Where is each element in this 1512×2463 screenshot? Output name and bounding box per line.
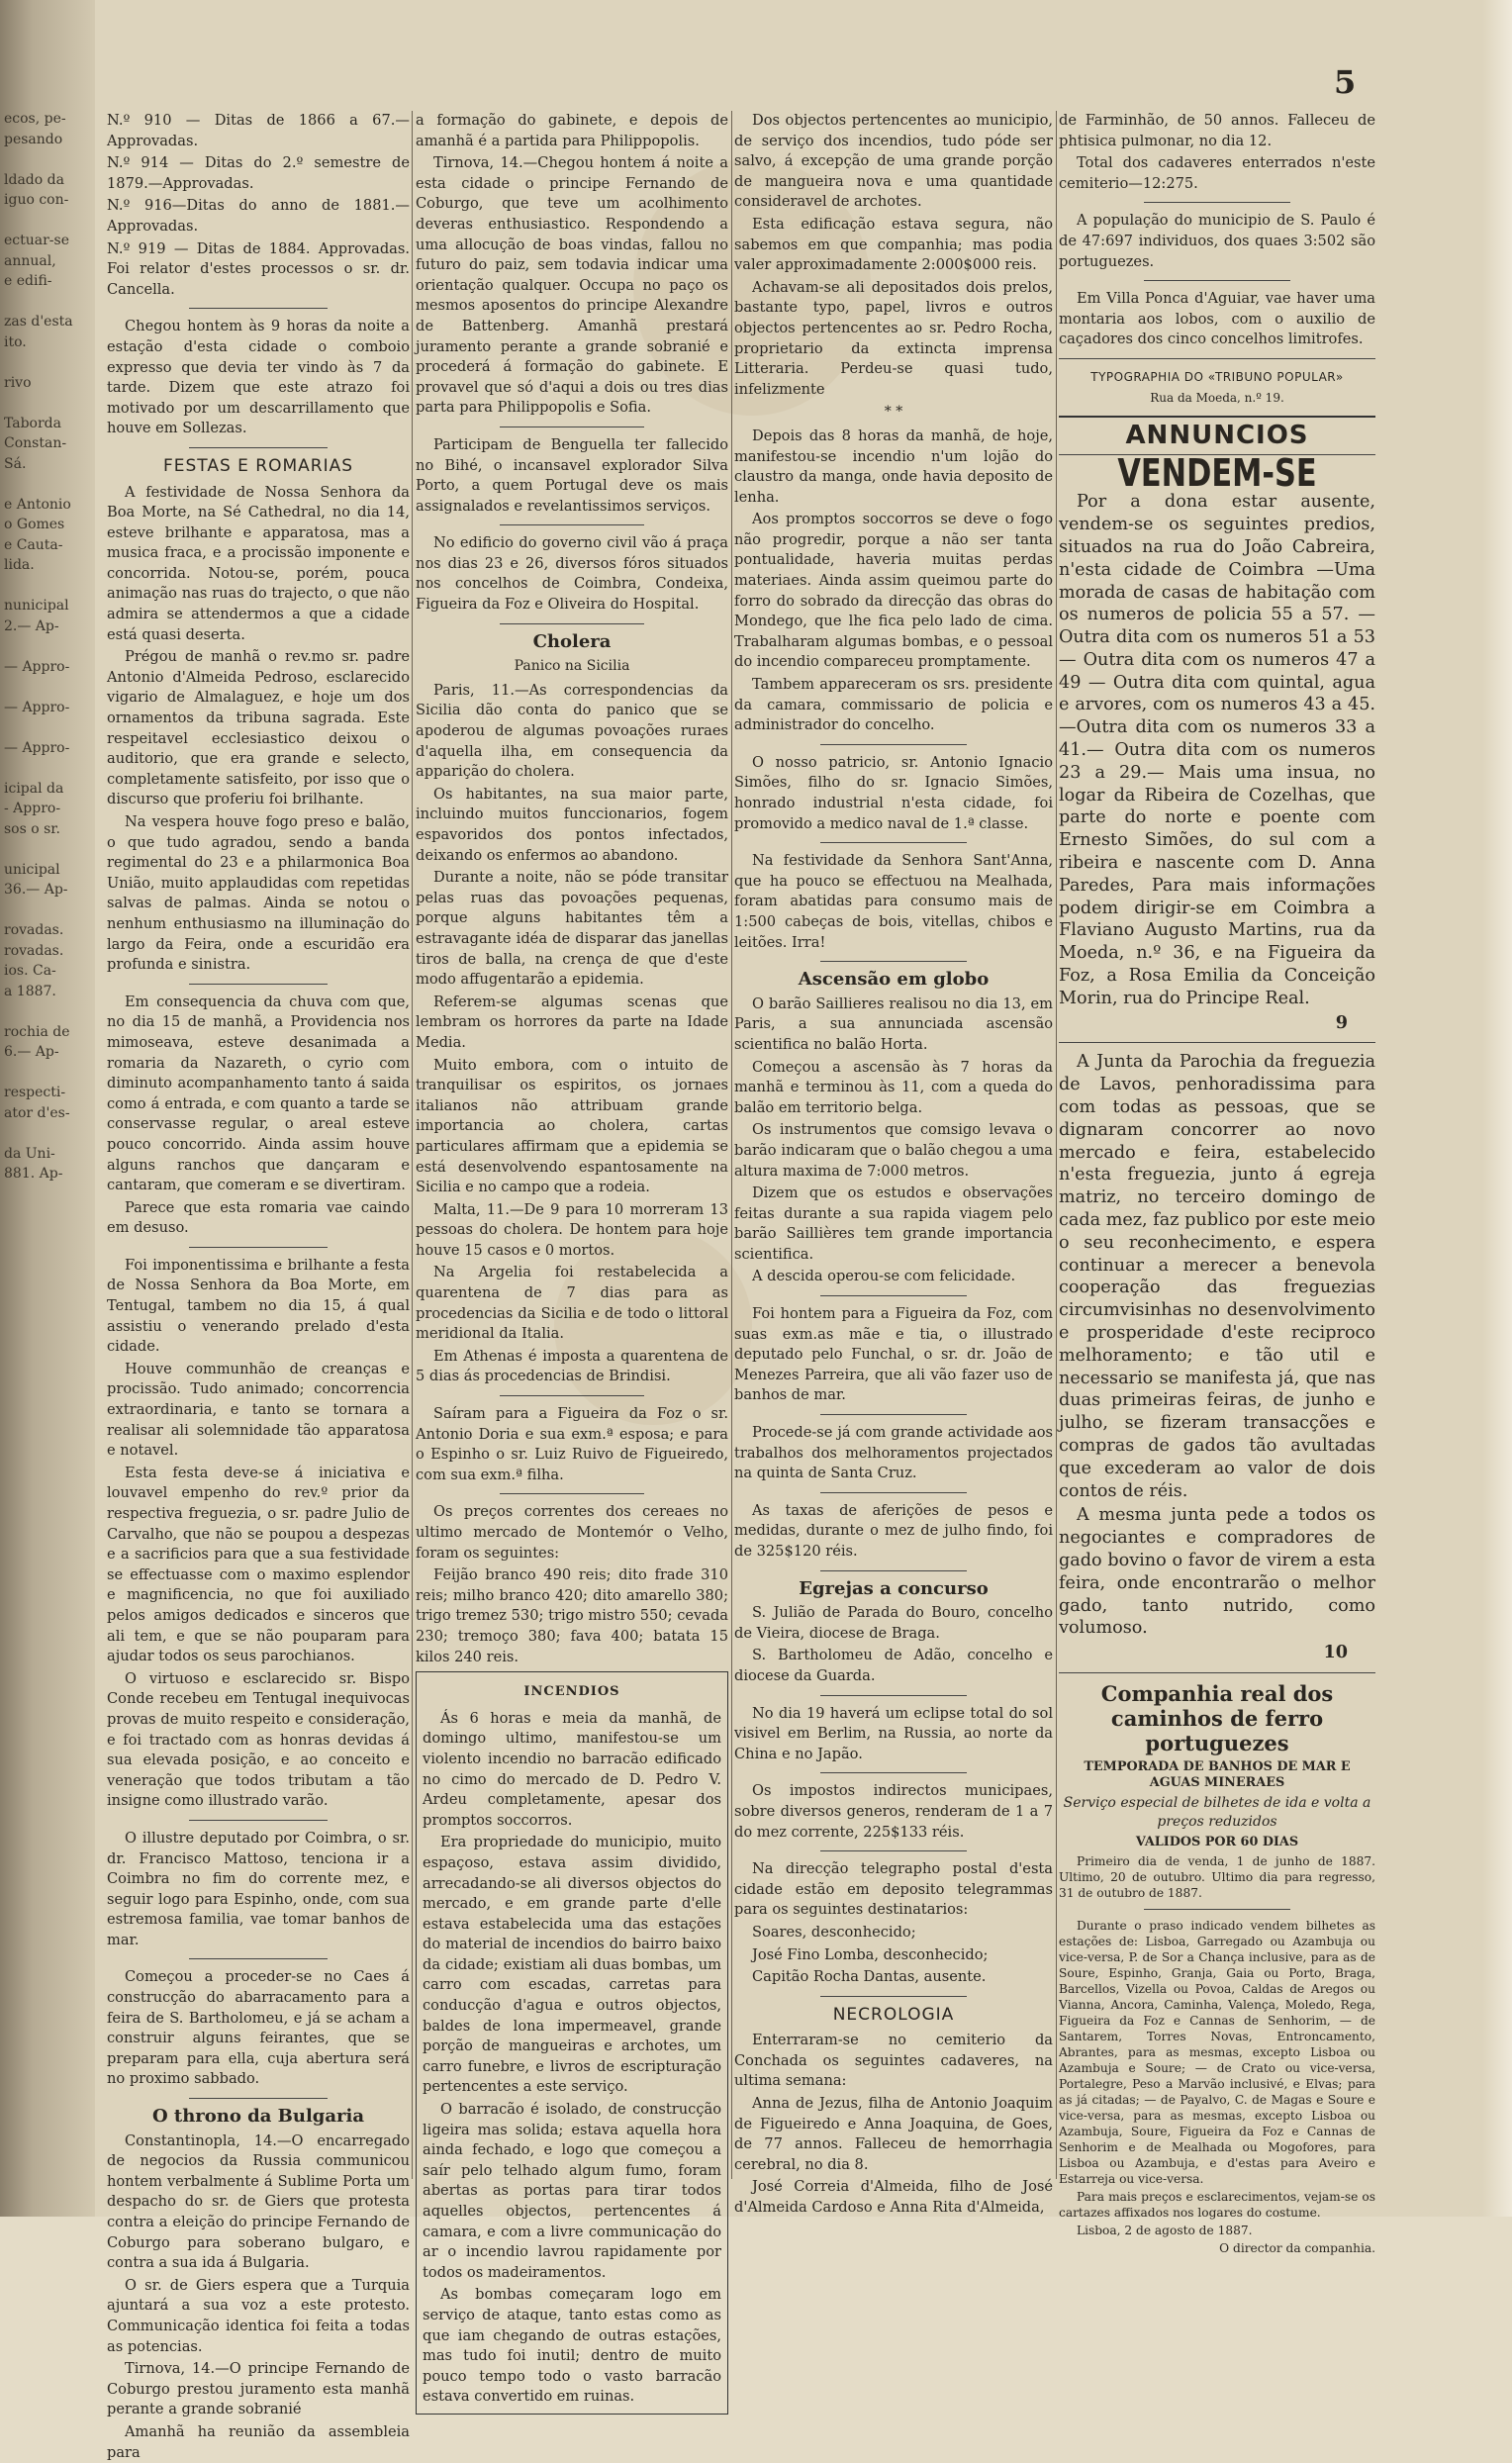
article-paragraph: Em consequencia da chuva com que, no dia 15 de manhã, a Providencia nos mimoseava, esteve desanimada a romaria da Nazareth, o cyrio com diminuto acompanhamento tanto á saida como á entrada, e com quanto a tarde se conservasse regular, o areal esteve pouco concorrido. Ainda assim houve alguns ranchos que dançaram e cantaram, que comeram e se divertiram. [107,993,410,1194]
divider [1144,202,1289,203]
section-heading: NECROLOGIA [832,2004,955,2025]
divider [1059,358,1375,359]
company-dates: Primeiro dia de venda, 1 de junho de 1887. Ultimo, 20 de outubro. Ultimo dia para regresso, 31 de outubro de 1887. [1059,1853,1375,1900]
article-paragraph: Foi hontem para a Figueira da Foz, com suas exm.as mãe e tia, o illustrado deputado pelo Funchal, o sr. dr. João de Menezes Parreira, que ali vão fazer uso de banhos de mar. [734,1305,1053,1404]
annuncios-heading: ANNUNCIOS [1125,421,1309,451]
article-paragraph: A descida operou-se com felicidade. [752,1268,1016,1285]
article-paragraph: S. Julião de Parada do Bouro, concelho de Vieira, diocese de Braga. [734,1604,1053,1642]
advert-text: Por a dona estar ausente, vendem-se os seguintes predios, situados na rua do João Cabreira, n'esta cidade de Coimbra —Uma morada de casas de habitação com os numeros de policia 55 a 57. — Outra dita com os numeros 51 a 53 — Outra dita com os numeros 47 a 49 — Outra dita com quintal, agua e arvores, com os numeros 43 a 45.—Outra dita com os numeros 33 a 41.— Outra dita com os numeros 23 a 29.— Mais uma insua, no logar da Ribeira de Cozelhas, que parte do norte e poente com Ernesto Simões, do sul com a ribeira e nascente com D. Anna Paredes, Para mais informações podem dirigir-se em Coimbra a Flaviano Augusto Martins, rua da Moeda, n.º 36, e na Figueira da Foz, a Rosa Emilia da Conceição Morin, rua do Principe Real. [1059,492,1375,1008]
article-paragraph: Começou a ascensão às 7 horas da manhã e terminou às 11, com a queda do balão em territorio belga. [734,1058,1053,1116]
article-paragraph: Esta festa deve-se á iniciativa e louvavel empenho do rev.º prior da respectiva freguezia, o sr. padre Julio de Carvalho, que não se poupou a despezas e a sacrificios para que a sua festividade se effectuasse com o maximo esplendor e magnificencia, no que foi auxiliado pelos amigos dedicados e sinceros que ali tem, e que se não pouparam para ajudar todos os seus parochianos. [107,1464,410,1665]
article-paragraph: O barão Saillieres realisou no dia 13, em Paris, a sua annunciada ascensão scientifica no balão Horta. [734,995,1053,1053]
article-paragraph: No dia 19 haverá um eclipse total do sol visivel em Berlim, na Russia, ao norte da China e no Japão. [734,1704,1053,1762]
divider [1059,416,1375,418]
company-text: Durante o praso indicado vendem bilhetes as estações de: Lisboa, Garregado ou Azambuja ou vice-versa, P. de Sor a Chança inclusive, para as de Soure, Espinho, Granja, Gaia ou Porto, Braga, Barcellos, Vizella ou Povoa, Caldas de Aregos ou Vianna, Ancora, Caminha, Valença, Moledo, Rega, Figueira da Foz e Cannas de Senhorim, — de Santarem, Torres Novas, Entroncamento, Abrantes, para as mesmas, excepto Lisboa ou Azambuja e Soure; — de Crato ou vice-versa, Portalegre, Peso a Marvão inclusivé, e Elvas; para as já citadas; — de Payalvo, C. de Magas e Soure e vice-versa, para as mesmas, excepto Lisboa ou Azambuja, Soure, Figueira da Foz e Cannas de Senhorim e de Mealhada ou Mogofores, para Lisboa ou Azambuja, e d'estas para Aveiro e Estarreja ou vice-versa. [1059,1918,1375,2186]
article-paragraph: Tambem appareceram os srs. presidente da camara, commissario de policia e administrador do concelho. [734,676,1053,734]
article-paragraph: Os preços correntes dos cereaes no ultimo mercado de Montemór o Velho, foram os seguintes: [416,1503,728,1562]
divider [500,524,643,525]
divider [189,447,329,448]
article-paragraph: Aos promptos soccorros se deve o fogo não progredir, porque a não ser tanta pontualidade, haveria muitas perdas materiaes. Ainda assim queimou parte do forro do sobrado da direcção das obras do Mondego, que lhe fica pelo lado de cima. Trabalharam algumas bombas, e o pessoal do incendio compareceu promptamente. [734,511,1053,671]
article-paragraph: Os impostos indirectos municipaes, sobre diversos generos, renderam de 1 a 7 do mez corrente, 225$133 réis. [734,1782,1053,1841]
divider [820,1492,967,1493]
article-paragraph: Foi imponentissima e brilhante a festa de Nossa Senhora da Boa Morte, em Tentugal, tambem no dia 15, á qual assistiu o venerando prelado d'esta cidade. [107,1256,410,1356]
list-item: N.º 916—Ditas do anno de 1881.— Approvadas. [107,197,410,235]
advert-number: 10 [1323,1642,1348,1663]
article-paragraph: O virtuoso e esclarecido sr. Bispo Conde recebeu em Tentugal inequivocas provas de muito respeito e consideração, e foi tractado com as honras devidas á sua elevada posição, e ao conceito e veneração que todos tributam a tão insigne como illustrado varão. [107,1669,410,1810]
divider [820,1570,967,1571]
article-paragraph: Amanhã ha reunião da assembleia para [107,2422,410,2461]
company-subheading: TEMPORADA DE BANHOS DE MAR E AGUAS MINERAES [1084,1758,1351,1790]
article-paragraph: Em Villa Ponca d'Aguiar, vae haver uma montaria aos lobos, com o auxilio de caçadores dos cinco concelhos limitrofes. [1059,290,1375,348]
list-item: N.º 919 — Ditas de 1884. Approvadas. Foi relator d'estes processos o sr. dr. Cancella. [107,239,410,298]
section-heading: INCENDIOS [523,1684,620,1700]
article-paragraph: A festividade de Nossa Senhora da Boa Morte, na Sé Cathedral, no dia 14, esteve brilhante e apparatosa, mas a musica fraca, e a procissão imponente e concorrida. Notou-se, porém, pouca animação nas ruas do trajecto, o que não admira se attendermos a que a cidade está quasi deserta. [107,483,410,643]
company-validity: VALIDOS POR 60 DIAS [1135,1834,1299,1849]
section-heading: Egrejas a concurso [799,1577,989,1599]
column-3 [734,111,1053,2217]
divider [189,2098,329,2099]
advert-number: 9 [1335,1011,1348,1033]
article-paragraph: Depois das 8 horas da manhã, de hoje, manifestou-se incendio n'um lojão do claustro da manga, onde havia deposito de lenha. [734,426,1053,506]
article-paragraph: Malta, 11.—De 9 para 10 morreram 13 pessoas do cholera. De hontem para hoje houve 15 casos e 0 mortos. [416,1200,728,1259]
article-paragraph: No edificio do governo civil vão á praça nos dias 23 e 26, diversos fóros situados nos concelhos de Coimbra, Condeixa, Figueira da Foz e Oliveira do Hospital. [416,534,728,614]
article-paragraph: Procede-se já com grande actividade aos trabalhos dos melhoramentos projectados na quinta de Santa Cruz. [734,1424,1053,1482]
divider [1144,1909,1289,1910]
article-paragraph: Na Argelia foi restabelecida a quarentena de 7 dias para as procedencias da Sicilia e de todo o littoral meridional da Italia. [416,1264,728,1343]
divider [820,1850,967,1851]
article-paragraph: Na vespera houve fogo preso e balão, o que tudo agradou, sendo a banda regimental do 23 e a philarmonica Boa União, muito applaudidas com repetidas salvas de palmas. Ainda se notou o nenhum enthusiasmo na illuminação do largo da Feira, onde a escuridão era profunda e sinistra. [107,813,410,974]
article-paragraph: Participam de Benguella ter fallecido no Bihé, o incansavel explorador Silva Porto, a quem Portugal deve os mais assignalados e revelantissimos serviços. [416,435,728,515]
divider [820,1772,967,1773]
divider [820,1414,967,1415]
list-item: Soares, desconhecido; [752,1923,916,1941]
divider [500,1493,643,1494]
vendem-se-heading: VENDEM-SE [1117,450,1317,495]
divider [820,1996,967,1997]
section-heading: Cholera [532,630,612,652]
article-paragraph: Tirnova, 14.—Chegou hontem á noite a esta cidade o principe Fernando de Coburgo, que teve um acolhimento deveras enthusiastico. Respondendo a uma allocução de boas vindas, fallou no futuro do paiz, sem todavia indicar uma orientação qualquer. Occupa no paço os mesmos aposentos do principe Alexandre de Battenberg. Amanhã prestará juramento perante a grande sobranié e procederá á formação do gabinete. E provavel que só d'aqui a dois ou tres dias parta para Philippopolis e Sofia. [416,154,728,417]
article-paragraph: Saíram para a Figueira da Foz o sr. Antonio Doria e sua exm.ª esposa; e para o Espinho o sr. Luiz Ruivo de Figueiredo, com sua exm.ª filha. [416,1405,728,1483]
page-number: 5 [1334,63,1357,101]
article-paragraph: Na festividade da Senhora Sant'Anna, que ha pouco se effectuou na Mealhada, foram abatidas para consumo mais de 1:500 cabeças de bois, vitellas, chibos e leitões. Irra! [734,852,1053,951]
section-subheading: Panico na Sicilia [514,658,630,675]
article-paragraph: Durante a noite, não se póde transitar pelas ruas das povoações pequenas, porque alguns habitantes têm a estravagante idéa de disparar das janellas tiros de balla, na crença de que d'este modo affugentarão a epidemia. [416,869,728,989]
article-paragraph: Constantinopla, 14.—O encarregado de negocios da Russia communicou hontem verbalmente á Sublime Porta um despacho do sr. de Giers que protesta contra a eleição do principe Fernando de Coburgo para soberano bulgaro, e contra a sua ida á Bulgaria. [107,2131,410,2272]
article-paragraph: José Correia d'Almeida, filho de José d'Almeida Cardoso e Anna Rita d'Almeida, [734,2178,1053,2217]
divider [820,1695,967,1696]
article-paragraph: Os instrumentos que comsigo levava o barão indicaram que o balão chegou a uma altura maxima de 7:000 metros. [734,1121,1053,1180]
previous-page-spine [0,0,95,2217]
column-rule [731,111,732,2179]
divider [189,1958,329,1959]
divider [1059,1042,1375,1043]
page-edge [1482,0,1512,2217]
article-paragraph: Muito embora, com o intuito de tranquilisar os espiritos, os jornaes italianos não attribuam grande importancia ao cholera, cartas particulares affirmam que a epidemia se está desenvolvendo espantosamente na Sicilia e no campo que a rodeia. [416,1056,728,1196]
column-4 [1059,111,1375,2255]
article-paragraph: Referem-se algumas scenas que lembram os horrores da parte na Idade Media. [416,993,728,1051]
article-paragraph: Ás 6 horas e meia da manhã, de domingo ultimo, manifestou-se um violento incendio no barracão edificado no cimo do mercado de D. Pedro V. Ardeu completamente, apesar dos promptos soccorros. [423,1709,721,1829]
divider [500,1395,643,1396]
article-paragraph: Total dos cadaveres enterrados n'este cemiterio—12:275. [1059,154,1375,192]
article-paragraph: Esta edificação estava segura, não sabemos em que companhia; mas podia valer approximadamente 2:000$000 reis. [734,215,1053,274]
list-item: N.º 914 — Ditas do 2.º semestre de 1879.—Approvadas. [107,154,410,192]
article-paragraph: O illustre deputado por Coimbra, o sr. dr. Francisco Mattoso, tenciona ir a Coimbra no fim do corrente mez, e seguir logo para Espinho, onde, com sua estremosa familia, vae tomar banhos de mar. [107,1829,410,1948]
column-2 [416,111,728,2406]
article-paragraph: Em Athenas é imposta a quarentena de 5 dias ás procedencias de Brindisi. [416,1347,728,1385]
article-paragraph: Feijão branco 490 reis; dito frade 310 reis; milho branco 420; dito amarello 380; trigo tremez 530; trigo mistro 550; cevada 230; tremoço 380; fava 400; batata 15 kilos 240 reis. [416,1566,728,1665]
spine-text: ecos, pe- pesando ldado da iguo con- ectuar-se annual, e edifi- zas d'esta ito. rivo Taborda Constan- Sá. e Antonio o Gomes e Cauta- lida. nunicipal 2.— Ap- — Appro- — Appro- — Appro- icipal da - Appro- sos o sr. unicipal 36.— Ap- rovadas. rovadas. ios. Ca- a 1887. rochia de 6.— Ap- respecti- ator d'es- da Uni- 881. Ap- [4,111,73,1182]
section-heading: O throno da Bulgaria [151,2106,365,2128]
company-signature: O director da companhia. [1219,2240,1375,2255]
list-item: José Fino Lomba, desconhecido; [752,1945,989,1963]
article-paragraph: Prégou de manhã o rev.mo sr. padre Antonio d'Almeida Pedroso, esclarecido vigario de Almalaguez, e hoje um dos ornamentos da tribuna sagrada. Este respeitavel ecclesiastico deixou o auditorio, que era grande e selecto, completamente satisfeito, por isso que o discurso que proferiu foi brilhante. [107,648,410,808]
section-heading: Ascensão em globo [798,969,990,991]
article-paragraph: Dos objectos pertencentes ao municipio, de serviço dos incendios, tudo póde ser salvo, á excepção de uma grande porção de mangueira nova e uma quantidade consideravel de archotes. [734,112,1053,211]
column-rule [412,111,413,2179]
article-paragraph: Era propriedade do municipio, muito espaçoso, estava assim dividido, arrecadando-se ali diversos objectos do mercado, e em grande parte d'elle estava estabelecida uma das estações do material de incendios do bairro baixo da cidade; existiam ali duas bombas, um carro com escadas, carretas para conducção d'agua e outros objectos, baldes de lona impermeavel, grande porção de mangueiras e archotes, um carro funebre, e livros de escripturação pertencentes a este serviço. [423,1834,721,2096]
incendios-box [416,1671,728,2415]
company-service: Serviço especial de bilhetes de ida e volta a preços reduzidos [1063,1794,1371,1830]
advert-text: A mesma junta pede a todos os negociantes e compradores de gado bovino o favor de virem a esta feira, onde encontrarão o melhor gado, tanto nutrido, como volumoso. [1059,1505,1375,1639]
article-paragraph: Anna de Jezus, filha de Antonio Joaquim de Figueiredo e Anna Joaquina, de Goes, de 77 annos. Falleceu de hemorrhagia cerebral, no dia 8. [734,2095,1053,2173]
article-paragraph: Dizem que os estudos e observações feitas durante a sua rapida viagem pelo barão Saillières tem grande importancia scientifica. [734,1184,1053,1263]
stars-separator: * * [884,404,903,421]
divider [189,984,329,985]
article-paragraph: Houve communhão de creanças e procissão. Tudo animado; concorrencia extraordinaria, e tanto se tornara a realisar ali solemnidade tão apparatosa e notavel. [107,1360,410,1460]
divider [1059,1672,1375,1673]
column-rule [1056,111,1057,2179]
article-paragraph: As bombas começaram logo em serviço de ataque, tanto estas como as que iam chegando de outras estações, mas tudo foi inutil; dentro de muito pouco tempo todo o vasto barracão estava convertido em ruinas. [423,2286,721,2406]
printer-imprint: TYPOGRAPHIA DO «TRIBUNO POPULAR» [1090,369,1344,384]
section-heading: FESTAS E ROMARIAS [162,455,354,476]
article-paragraph: O nosso patricio, sr. Antonio Ignacio Simões, filho do sr. Ignacio Simões, honrado industrial n'esta cidade, foi promovido a medico naval de 1.ª classe. [734,753,1053,832]
article-paragraph: As taxas de aferições de pesos e medidas, durante o mez de julho findo, foi de 325$120 réis. [734,1501,1053,1560]
divider [500,623,643,624]
article-paragraph: Na direcção telegrapho postal d'esta cidade estão em deposito telegrammas para os seguintes destinatarios: [734,1860,1053,1919]
list-item: N.º 910 — Ditas de 1866 a 67.—Approvadas. [107,112,410,149]
divider [189,1820,329,1821]
divider [1144,280,1289,281]
article-paragraph: a formação do gabinete, e depois de amanhã é a partida para Philippopolis. [416,112,728,149]
advert-text: A Junta da Parochia da freguezia de Lavos, penhoradissima para com todas as pessoas, que se dignaram concorrer ao novo mercado e feira, estabelecido n'esta freguezia, junto á egreja matriz, no terceiro domingo de cada mez, faz publico por este meio o seu reconhecimento, e espera continuar a merecer a benevola cooperação das freguezias circumvisinhas no desenvolvimento e prosperidade d'este reciproco melhoramento; e tão util e necessario se manifesta já, que nas duas primeiras feiras, de junho e julho, se fizeram transacções e compras de gados tão avultadas que excederam ao valor de dois contos de réis. [1059,1052,1375,1501]
article-paragraph: Tirnova, 14.—O principe Fernando de Coburgo prestou juramento esta manhã perante a grande sobranié [107,2360,410,2418]
printer-address: Rua da Moeda, n.º 19. [1150,390,1284,405]
article-paragraph: Chegou hontem às 9 horas da noite a estação d'esta cidade o comboio expresso que devia ter vindo às 7 da tarde. Dizem que este atrazo foi motivado por um descarrillamento que houve em Sollezas. [107,318,410,437]
company-info: Para mais preços e esclarecimentos, vejam-se os cartazes affixados nos logares do costume. [1059,2189,1375,2220]
column-1 [107,111,410,2461]
divider [820,744,967,745]
article-paragraph: S. Bartholomeu de Adão, concelho e diocese da Guarda. [734,1647,1053,1684]
article-paragraph: O barracão é isolado, de construcção ligeira mas solida; estava aquella hora ainda fechado, e logo que começou a saír pelo telhado algum fumo, foram abertas as portas para tirar todos aquelles objectos, pertencentes á camara, e com a livre communicação do ar o incendio lavrou rapidamente por todos os madeiramentos. [423,2101,721,2281]
list-item: Capitão Rocha Dantas, ausente. [752,1968,987,1986]
article-paragraph: Paris, 11.—As correspondencias da Sicilia dão conta do panico que se apoderou de algumas povoações ruraes d'aquella ilha, em consequencia da apparição do cholera. [416,681,728,781]
divider [189,1247,329,1248]
divider [189,308,329,309]
article-paragraph: A população do municipio de S. Paulo é de 47:697 individuos, dos quaes 3:502 são portuguezes. [1059,212,1375,270]
divider [820,1295,967,1296]
divider [820,842,967,843]
divider [500,426,643,427]
company-date: Lisboa, 2 de agosto de 1887. [1077,2223,1253,2237]
article-paragraph: Começou a proceder-se no Caes á construcção do abarracamento para a feira de S. Bartholomeu, e já se acham a construir alguns feirantes, que se preparam para ella, cuja abertura será no proximo sabbado. [107,1968,410,2088]
article-paragraph: O sr. de Giers espera que a Turquia ajuntará a sua voz a este protesto. Communicação identica foi feita a todas as potencias. [107,2276,410,2355]
divider [820,961,967,962]
article-paragraph: Achavam-se ali depositados dois prelos, bastante typo, papel, livros e outros objectos pertencentes ao sr. Pedro Rocha, proprietario da extincta imprensa Litteraria. Perdeu-se quasi tudo, infelizmente [734,278,1053,398]
article-paragraph: de Farminhão, de 50 annos. Falleceu de phtisica pulmonar, no dia 12. [1059,112,1375,149]
company-heading: Companhia real dos caminhos de ferro portuguezes [1100,1680,1334,1755]
article-paragraph: Os habitantes, na sua maior parte, incluindo muitos funccionarios, fogem espavoridos dos pontos infectados, deixando os enfermos ao abandono. [416,785,728,864]
article-paragraph: Parece que esta romaria vae caindo em desuso. [107,1198,410,1237]
article-paragraph: Enterraram-se no cemiterio da Conchada os seguintes cadaveres, na ultima semana: [734,2032,1053,2090]
